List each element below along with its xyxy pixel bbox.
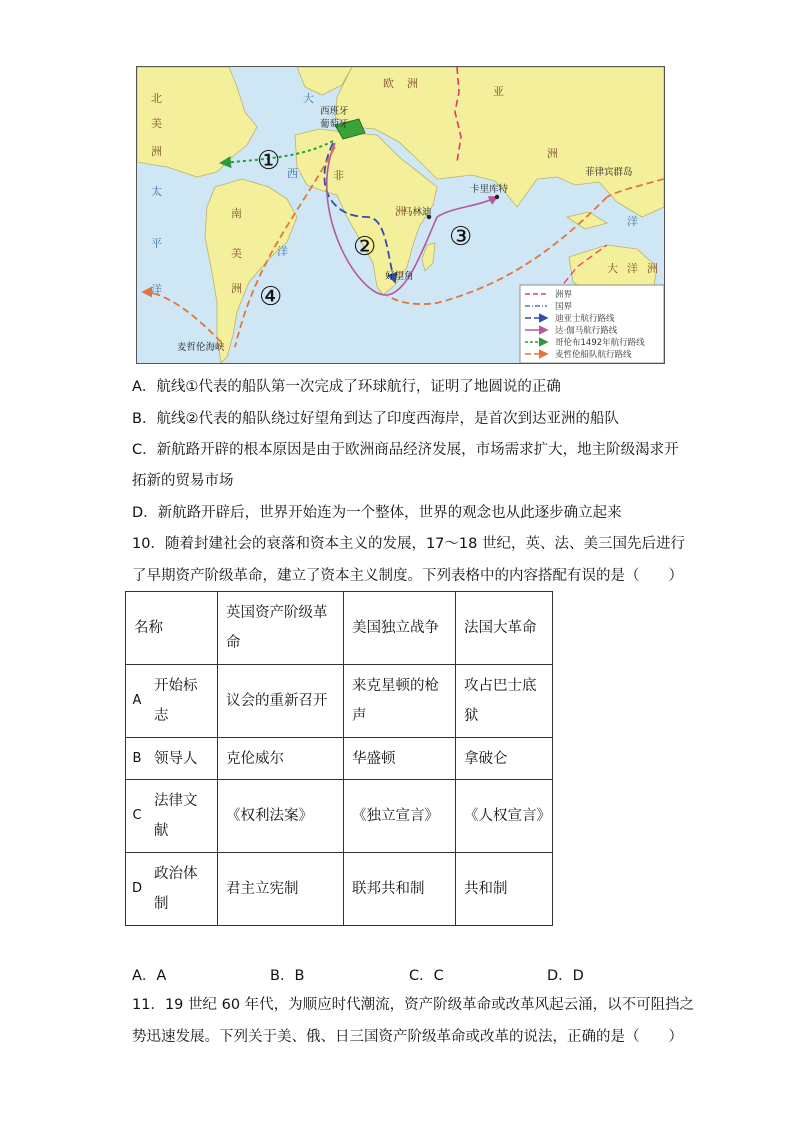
revolution-table (125, 591, 553, 926)
cell-line: 来克星顿的枪 (352, 678, 439, 694)
place-malindi: 马林迪 (403, 207, 432, 218)
continent-africa-char: 非 (333, 169, 344, 182)
question-10-line-2: 了早期资产阶级革命，建立了资本主义制度。下列表格中的内容搭配有误的是（ ） (132, 568, 683, 584)
row-item (148, 671, 198, 731)
header-usa: 美国独立战争 (344, 592, 456, 665)
continent-north-america-char: 北 (151, 92, 162, 105)
cell-line: 攻占巴士底 (464, 678, 537, 694)
question-10-line-1: 10．随着封建社会的衰落和资本主义的发展，17～18 世纪，英、法、美三国先后进行 (132, 536, 685, 552)
continent-south-america-char: 南 (231, 207, 242, 220)
ocean-pacific-char: 洋 (151, 283, 162, 296)
table-header-row (126, 592, 553, 665)
option-10-b: B．B (270, 968, 305, 984)
row-item-line: 献 (154, 823, 169, 839)
continent-oceania-char: 大 (607, 262, 618, 275)
place-calicut: 卡里库特 (470, 184, 509, 195)
continent-north-america-char: 洲 (151, 145, 162, 158)
calicut-dot (495, 195, 499, 199)
row-item-line: 制 (154, 896, 169, 912)
place-spain: 西班牙 (320, 106, 349, 117)
cell-c3 (456, 853, 553, 926)
legend-label: 哥伦布1492年航行路线 (555, 338, 645, 348)
header-france: 法国大革命 (456, 592, 553, 665)
header-name: 名称 (126, 592, 218, 665)
table-row (126, 780, 553, 853)
row-item (148, 859, 198, 919)
question-11-line-1: 11．19 世纪 60 年代，为顺应时代潮流，资产阶级革命或改革风起云涌，以不可阻挡之 (132, 997, 695, 1013)
cell-c2 (344, 665, 456, 738)
ocean-atlantic-char: 大 (303, 92, 314, 105)
cell-c1 (218, 665, 344, 738)
option-10-a: A．A (132, 968, 167, 984)
route-marker-2: ② (353, 232, 377, 262)
row-item-line: 志 (154, 708, 169, 724)
cell-line: 共和制 (464, 881, 508, 897)
question-11-line-2: 势迅速发展。下列关于美、俄、日三国资产阶级革命或改革的说法，正确的是（ ） (132, 1029, 683, 1045)
table-row (126, 853, 553, 926)
row-item-line: 法律文 (154, 793, 198, 809)
option-9-c: C．新航路开辟的根本原因是由于欧洲商品经济发展，市场需求扩大，地主阶级渴求开 (132, 442, 679, 458)
row-item-line: 领导人 (154, 750, 198, 767)
header-england (218, 592, 344, 665)
cell-c2 (344, 780, 456, 853)
option-9-d: D．新航路开辟后，世界开始连为一个整体，世界的观念也从此逐步确立起来 (132, 505, 622, 521)
ocean-indian-char: 洋 (627, 215, 638, 228)
option-10-d: D．D (547, 968, 584, 984)
row-label-cell (126, 738, 218, 780)
row-letter: A (132, 693, 142, 708)
cell-line: 声 (352, 708, 367, 724)
option-9-a: A．航线①代表的船队第一次完成了环球航行，证明了地圆说的正确 (132, 379, 561, 395)
cell-line: 狱 (464, 708, 479, 724)
row-label-cell (126, 665, 218, 738)
cell-line: 克伦威尔 (226, 750, 284, 767)
route-marker-1: ① (257, 146, 281, 176)
cell-c2 (344, 853, 456, 926)
header-england-l1: 英国资产阶级革 (226, 605, 328, 621)
cell-c1 (218, 780, 344, 853)
legend-label: 麦哲伦船队航行路线 (555, 350, 632, 360)
ocean-pacific-char: 太 (151, 185, 162, 198)
cell-c3 (456, 738, 553, 780)
continent-north-america-char: 美 (151, 117, 162, 130)
row-label-cell (126, 780, 218, 853)
continent-south-america-char: 美 (231, 247, 242, 260)
cell-line: 联邦共和制 (352, 881, 425, 897)
place-portugal: 葡萄牙 (320, 119, 349, 130)
row-letter: D (131, 881, 142, 896)
row-letter: C (132, 808, 142, 823)
table-row (126, 665, 553, 738)
row-item (148, 744, 198, 774)
option-9-b: B．航线②代表的船队绕过好望角到达了印度西海岸，是首次到达亚洲的船队 (132, 411, 619, 427)
cell-c3 (456, 665, 553, 738)
option-9-c-cont: 拓新的贸易市场 (132, 473, 234, 489)
continent-asia-char: 洲 (547, 147, 558, 160)
row-item-line: 开始标 (154, 678, 198, 694)
table-row (126, 738, 553, 780)
ocean-atlantic-char: 洋 (277, 245, 288, 258)
route-marker-3: ③ (449, 222, 473, 252)
cell-line: 拿破仑 (464, 750, 508, 767)
cell-line: 《独立宣言》 (352, 808, 439, 824)
legend-label: 国界 (555, 302, 573, 312)
continent-oceania-char: 洲 (647, 262, 658, 275)
legend-label: 洲界 (555, 290, 573, 300)
ocean-pacific-char: 平 (151, 237, 162, 250)
cell-c1 (218, 853, 344, 926)
place-good-hope: 好望角 (385, 271, 414, 282)
cell-c1 (218, 738, 344, 780)
cell-line: 君主立宪制 (226, 881, 299, 897)
cell-line: 《人权宣言》 (464, 808, 551, 824)
continent-europe-char: 洲 (407, 77, 418, 90)
world-map (136, 66, 665, 364)
row-item-line: 政治体 (154, 866, 198, 882)
cell-c2 (344, 738, 456, 780)
continent-south-america-char: 洲 (231, 282, 242, 295)
continent-europe-char: 欧 (383, 77, 394, 90)
row-item (148, 786, 198, 846)
header-england-l2: 命 (226, 635, 241, 651)
option-10-c: C．C (409, 968, 444, 984)
continent-asia-char: 亚 (493, 85, 504, 98)
cell-line: 《权利法案》 (226, 808, 313, 824)
legend-label: 迪亚士航行路线 (555, 314, 615, 324)
row-label-cell (126, 853, 218, 926)
route-marker-4: ④ (259, 282, 283, 312)
cell-c3 (456, 780, 553, 853)
continent-africa-char: 洲 (395, 205, 406, 218)
ocean-atlantic-char: 西 (287, 167, 298, 180)
place-magellan-strait: 麦哲伦海峡 (177, 342, 225, 353)
cell-line: 华盛顿 (352, 750, 396, 767)
row-letter: B (132, 750, 142, 766)
continent-oceania-char: 洋 (627, 262, 638, 275)
place-philippines: 菲律宾群岛 (585, 167, 633, 178)
legend-label: 达·伽马航行路线 (555, 326, 618, 336)
cell-line: 议会的重新召开 (226, 693, 328, 709)
